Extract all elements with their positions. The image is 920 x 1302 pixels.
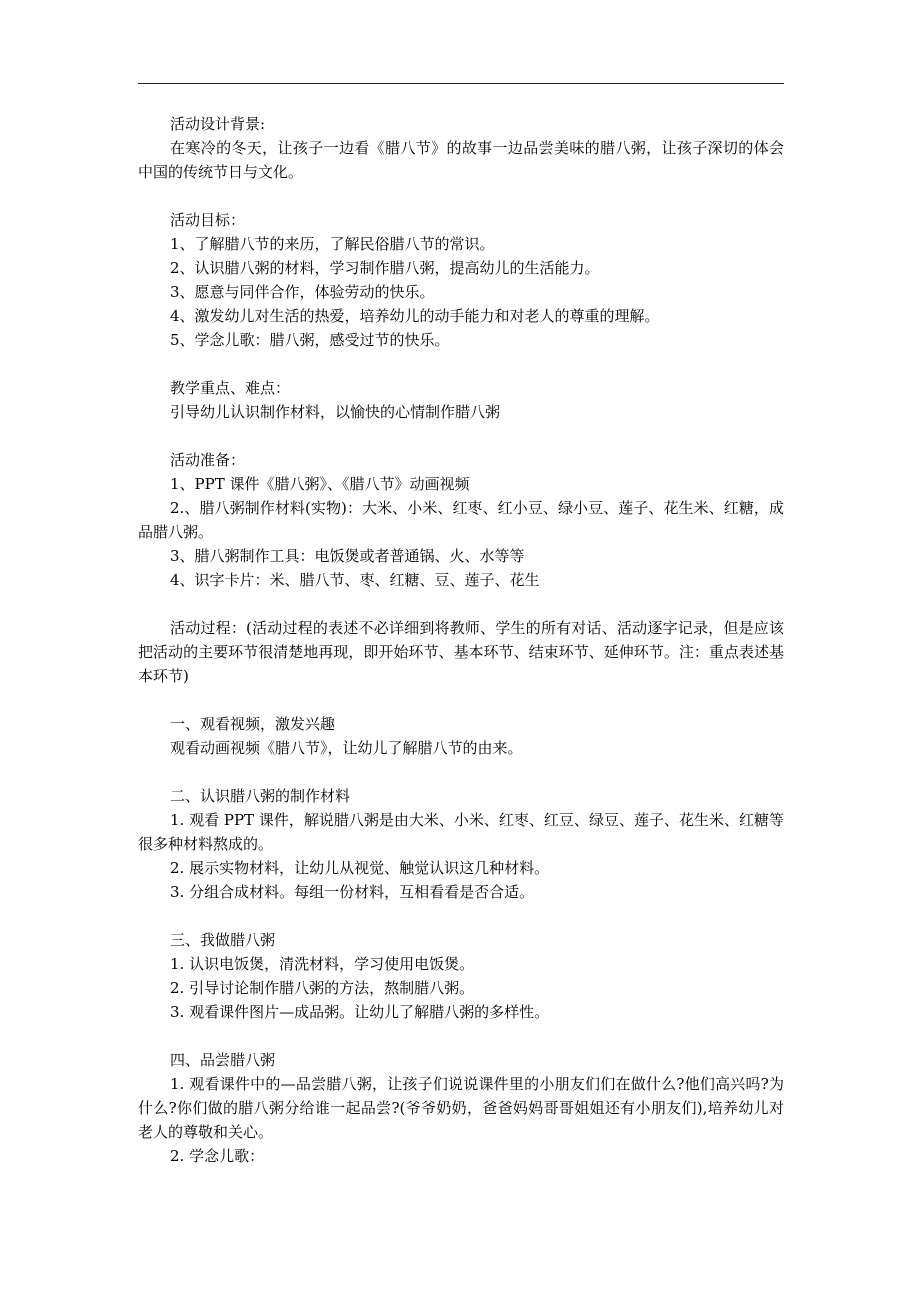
- section2-item: 3. 分组合成材料。每组一份材料，互相看看是否合适。: [170, 883, 535, 901]
- background-text: 在寒冷的冬天，让孩子一边看《腊八节》的故事一边品尝美味的腊八粥，让孩子深切的体会中国的传统节日与文化。: [138, 139, 784, 181]
- document-body: [138, 112, 784, 1168]
- spacer: [138, 352, 784, 376]
- background-heading: 活动设计背景:: [170, 115, 266, 133]
- key-points-text: 引导幼儿认识制作材料，以愉快的心情制作腊八粥: [170, 403, 501, 421]
- preparation-item: 3、腊八粥制作工具：电饭煲或者普通锅、火、水等等: [170, 547, 525, 565]
- spacer: [138, 592, 784, 616]
- preparation-item: 4、识字卡片：米、腊八节、枣、红糖、豆、莲子、花生: [170, 571, 540, 589]
- header-rule: [138, 83, 784, 84]
- goal-item: 1、了解腊八节的来历，了解民俗腊八节的常识。: [170, 235, 495, 253]
- preparation-item: 2.、腊八粥制作材料(实物)：大米、小米、红枣、红小豆、绿小豆、莲子、花生米、红糖，成品腊八粥。: [138, 499, 784, 541]
- goal-item: 3、愿意与同伴合作，体验劳动的快乐。: [170, 283, 435, 301]
- spacer: [138, 184, 784, 208]
- goal-item: 5、学念儿歌：腊八粥，感受过节的快乐。: [170, 331, 450, 349]
- section2-heading: 二、认识腊八粥的制作材料: [170, 787, 351, 805]
- preparation-item: 1、PPT 课件《腊八粥》、《腊八节》动画视频: [170, 475, 470, 493]
- section2-item: 2. 展示实物材料，让幼儿从视觉、触觉认识这几种材料。: [170, 859, 550, 877]
- section4-item: 2. 学念儿歌：: [170, 1147, 265, 1165]
- spacer: [138, 688, 784, 712]
- section3-item: 3. 观看课件图片—成品粥。让幼儿了解腊八粥的多样性。: [170, 1003, 550, 1021]
- section1-item: 观看动画视频《腊八节》，让幼儿了解腊八节的由来。: [170, 739, 523, 757]
- goal-item: 2、认识腊八粥的材料，学习制作腊八粥，提高幼儿的生活能力。: [170, 259, 600, 277]
- goals-heading: 活动目标：: [170, 211, 246, 229]
- section2-item: 1. 观看 PPT 课件，解说腊八粥是由大米、小米、红枣、红豆、绿豆、莲子、花生米、红糖等很多种材料熬成的。: [138, 811, 784, 853]
- section3-item: 1. 认识电饭煲，清洗材料，学习使用电饭煲。: [170, 955, 475, 973]
- key-points-heading: 教学重点、难点：: [170, 379, 291, 397]
- goal-item: 4、激发幼儿对生活的热爱，培养幼儿的动手能力和对老人的尊重的理解。: [170, 307, 660, 325]
- section4-item: 1. 观看课件中的—品尝腊八粥，让孩子们说说课件里的小朋友们们在做什么?他们高兴吗?为什么?你们做的腊八粥分给谁一起品尝?(爷爷奶奶，爸爸妈妈哥哥姐姐还有小朋友们),培养幼儿对老人的尊敬和关心。: [138, 1075, 784, 1141]
- spacer: [138, 1024, 784, 1048]
- preparation-heading: 活动准备：: [170, 451, 246, 469]
- spacer: [138, 904, 784, 928]
- section4-heading: 四、品尝腊八粥: [170, 1051, 276, 1069]
- section3-item: 2. 引导讨论制作腊八粥的方法，熬制腊八粥。: [170, 979, 475, 997]
- spacer: [138, 760, 784, 784]
- process-intro: 活动过程：(活动过程的表述不必详细到将教师、学生的所有对话、活动逐字记录，但是应该把活动的主要环节很清楚地再现，即开始环节、基本环节、结束环节、延伸环节。注：重点表述基本环节): [138, 619, 784, 685]
- section1-heading: 一、观看视频，激发兴趣: [170, 715, 336, 733]
- spacer: [138, 424, 784, 448]
- section3-heading: 三、我做腊八粥: [170, 931, 276, 949]
